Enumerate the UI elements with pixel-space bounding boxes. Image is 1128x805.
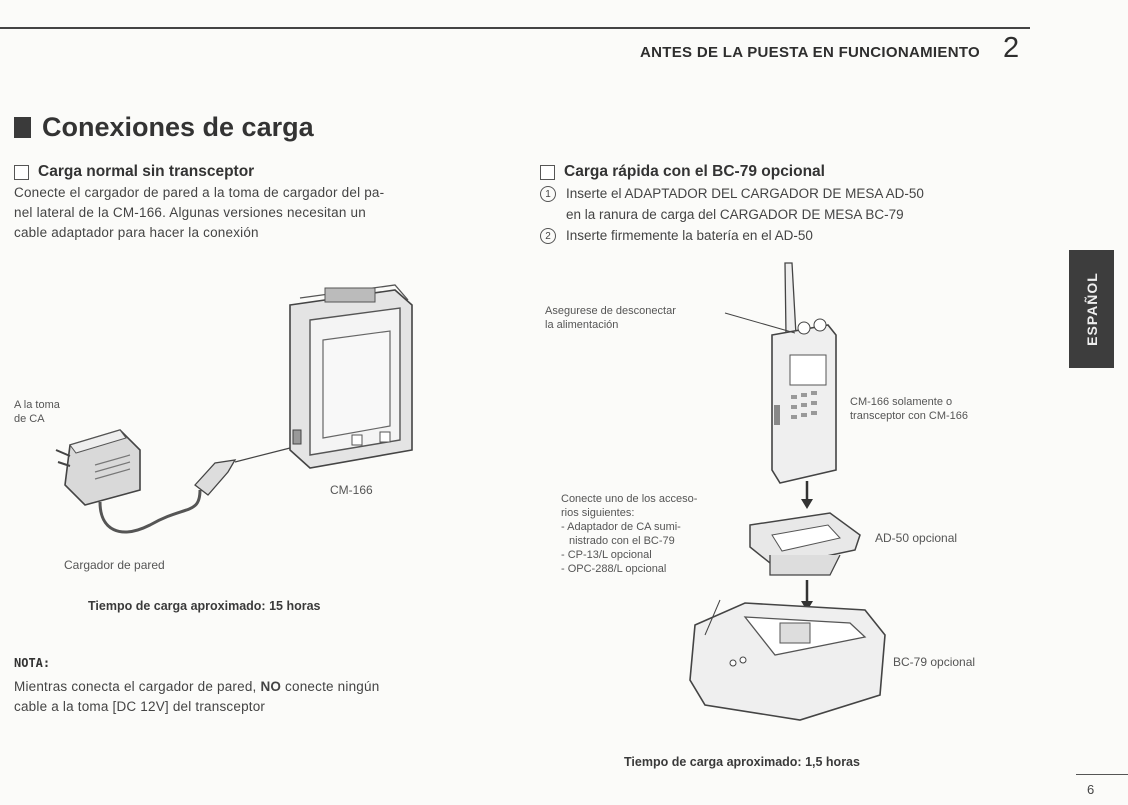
left-para-line: Conecte el cargador de pared a la toma de cargador del pa-	[14, 185, 385, 200]
label-line: la alimentación	[545, 319, 619, 331]
checkbox-icon	[14, 165, 29, 180]
desktop-charger-illustration	[680, 255, 890, 755]
label-wall-charger: Cargador de pared	[64, 558, 165, 572]
chapter-title: ANTES DE LA PUESTA EN FUNCIONAMIENTO	[640, 44, 980, 61]
section-title-text: Conexiones de carga	[42, 112, 314, 142]
note-text	[14, 677, 484, 717]
language-tab-text: ESPAÑOL	[1083, 272, 1100, 346]
page-number-rule	[1076, 774, 1128, 775]
left-charge-time: Tiempo de carga aproximado: 15 horas	[88, 599, 321, 613]
label-ac-line: de CA	[14, 413, 45, 425]
section-bullet-icon	[14, 117, 31, 138]
label-cm166: CM-166	[330, 483, 373, 497]
chapter-number: 2	[1003, 32, 1020, 64]
label-bc79: BC-79 opcional	[893, 655, 976, 669]
step-2	[540, 225, 813, 246]
left-para-line: nel lateral de la CM-166. Algunas versiones necesitan un	[14, 205, 366, 220]
label-accessories	[561, 492, 697, 576]
label-line: - Adaptador de CA sumi-	[561, 521, 681, 533]
right-charge-time: Tiempo de carga aproximado: 1,5 horas	[624, 755, 860, 769]
page-number: 6	[1087, 782, 1095, 797]
step-number: 1	[540, 186, 556, 202]
label-line: - OPC-288/L opcional	[561, 563, 667, 575]
step-number: 2	[540, 228, 556, 244]
label-line: Conecte uno de los acceso-	[561, 493, 698, 505]
header-rule	[0, 27, 1030, 29]
right-subtitle	[540, 163, 825, 181]
label-line: CM-166 solamente o	[850, 396, 953, 408]
note-title: NOTA:	[14, 656, 51, 670]
label-disconnect	[545, 304, 676, 332]
label-line: Asegurese de desconectar	[545, 305, 676, 317]
wall-charger-illustration	[40, 280, 440, 560]
label-ad50: AD-50 opcional	[875, 531, 958, 545]
note-line: cable a la toma [DC 12V] del transceptor	[14, 699, 266, 714]
label-line: nistrado con el BC-79	[569, 535, 675, 547]
checkbox-icon	[540, 165, 555, 180]
left-paragraph	[14, 183, 494, 243]
right-subtitle-text: Carga rápida con el BC-79 opcional	[564, 163, 825, 180]
label-line: - CP-13/L opcional	[561, 549, 652, 561]
left-subtitle-text: Carga normal sin transceptor	[38, 163, 255, 180]
left-para-line: cable adaptador para hacer la conexión	[14, 225, 259, 240]
label-line: transceptor con CM-166	[850, 410, 968, 422]
language-tab	[1069, 250, 1114, 368]
label-ac-line: A la toma	[14, 399, 60, 411]
step-line: Inserte firmemente la batería en el AD-50	[566, 228, 813, 243]
label-line: rios siguientes:	[561, 507, 635, 519]
left-subtitle	[14, 163, 254, 181]
step-line: en la ranura de carga del CARGADOR DE MESA BC-79	[566, 207, 904, 222]
note-emphasis: NO	[260, 679, 282, 694]
step-line: Inserte el ADAPTADOR DEL CARGADOR DE MESA AD-50	[566, 186, 924, 201]
note-text-part: conecte ningún	[281, 679, 380, 694]
note-text-part: Mientras conecta el cargador de pared,	[14, 679, 261, 694]
section-title	[14, 112, 314, 143]
step-1	[540, 183, 924, 225]
